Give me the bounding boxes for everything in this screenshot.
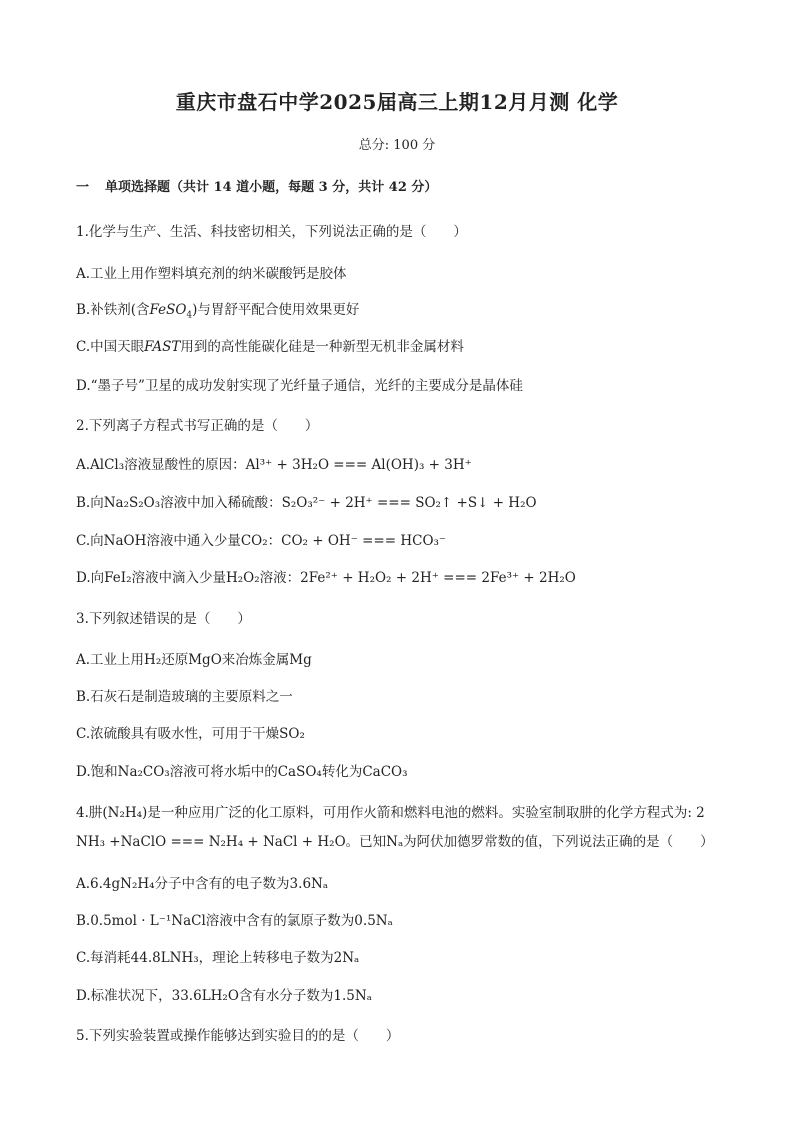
question-4-option-c: C.每消耗44.8LNH₃，理论上转移电子数为2Nₐ — [76, 950, 360, 966]
question-3-option-a: A.工业上用H₂还原MgO来冶炼金属Mg — [76, 652, 312, 668]
term-fast: FAST — [144, 339, 181, 355]
formula-feso4: FeSO — [149, 302, 187, 318]
option-c-prefix: C.中国天眼 — [76, 339, 145, 355]
question-1-option-c — [76, 335, 464, 355]
section-heading — [76, 176, 437, 195]
question-3-option-b: B.石灰石是制造玻璃的主要原料之一 — [76, 689, 293, 705]
option-c-suffix: 用到的高性能碳化硅是一种新型无机非金属材料 — [180, 339, 464, 355]
section-number: 一 — [76, 180, 90, 195]
section-label: 单项选择题（共计 14 道小题，每题 3 分，共计 42 分） — [105, 180, 438, 195]
question-4-option-d: D.标准状况下，33.6LH₂O含有水分子数为1.5Nₐ — [76, 988, 372, 1004]
option-b-suffix: )与胃舒平配合使用效果更好 — [192, 302, 360, 318]
question-4-option-b: B.0.5mol · L⁻¹NaCl溶液中含有的氯原子数为0.5Nₐ — [76, 913, 393, 929]
question-2-stem: 2.下列离子方程式书写正确的是（ ） — [76, 418, 319, 434]
question-1-option-b — [76, 298, 359, 321]
question-3-stem: 3.下列叙述错误的是（ ） — [76, 611, 251, 627]
question-4-stem-line-2: NH₃ +NaClO === N₂H₄ + NaCl + H₂O。已知Nₐ为阿伏加德罗常数的值，下列说法正确的是（ ） — [76, 834, 714, 850]
question-5-stem: 5.下列实验装置或操作能够达到实验目的的是（ ） — [76, 1028, 400, 1044]
question-1-option-d: D.“墨子号”卫星的成功发射实现了光纤量子通信，光纤的主要成分是晶体硅 — [76, 378, 523, 394]
total-score: 总分: 100 分 — [358, 138, 436, 153]
question-2-option-b: B.向Na₂S₂O₃溶液中加入稀硫酸：S₂O₃²⁻ + 2H⁺ === SO₂↑ +S↓ + H₂O — [76, 495, 537, 511]
question-1-option-a: A.工业上用作塑料填充剂的纳米碳酸钙是胶体 — [76, 266, 347, 282]
question-2-option-a: A.AlCl₃溶液显酸性的原因：Al³⁺ + 3H₂O === Al(OH)₃ + 3H⁺ — [76, 457, 472, 473]
question-3-option-c: C.浓硫酸具有吸水性，可用于干燥SO₂ — [76, 726, 305, 742]
question-4-option-a: A.6.4gN₂H₄分子中含有的电子数为3.6Nₐ — [76, 876, 329, 892]
question-3-option-d: D.饱和Na₂CO₃溶液可将水垢中的CaSO₄转化为CaCO₃ — [76, 764, 408, 780]
page-title: 重庆市盘石中学2025届高三上期12月月测 化学 — [175, 90, 619, 114]
formula-subscript: 4 — [186, 310, 193, 321]
question-2-option-c: C.向NaOH溶液中通入少量CO₂：CO₂ + OH⁻ === HCO₃⁻ — [76, 533, 447, 549]
question-2-option-d: D.向FeI₂溶液中滴入少量H₂O₂溶液：2Fe²⁺ + H₂O₂ + 2H⁺ === 2Fe³⁺ + 2H₂O — [76, 570, 576, 586]
question-1-stem: 1.化学与生产、生活、科技密切相关，下列说法正确的是（ ） — [76, 224, 467, 240]
question-4-stem-line-1: 4.肼(N₂H₄)是一种应用广泛的化工原料，可用作火箭和燃料电池的燃料。实验室制取肼的化学方程式为: 2 — [76, 805, 705, 821]
option-b-prefix: B.补铁剂(含 — [76, 302, 150, 318]
